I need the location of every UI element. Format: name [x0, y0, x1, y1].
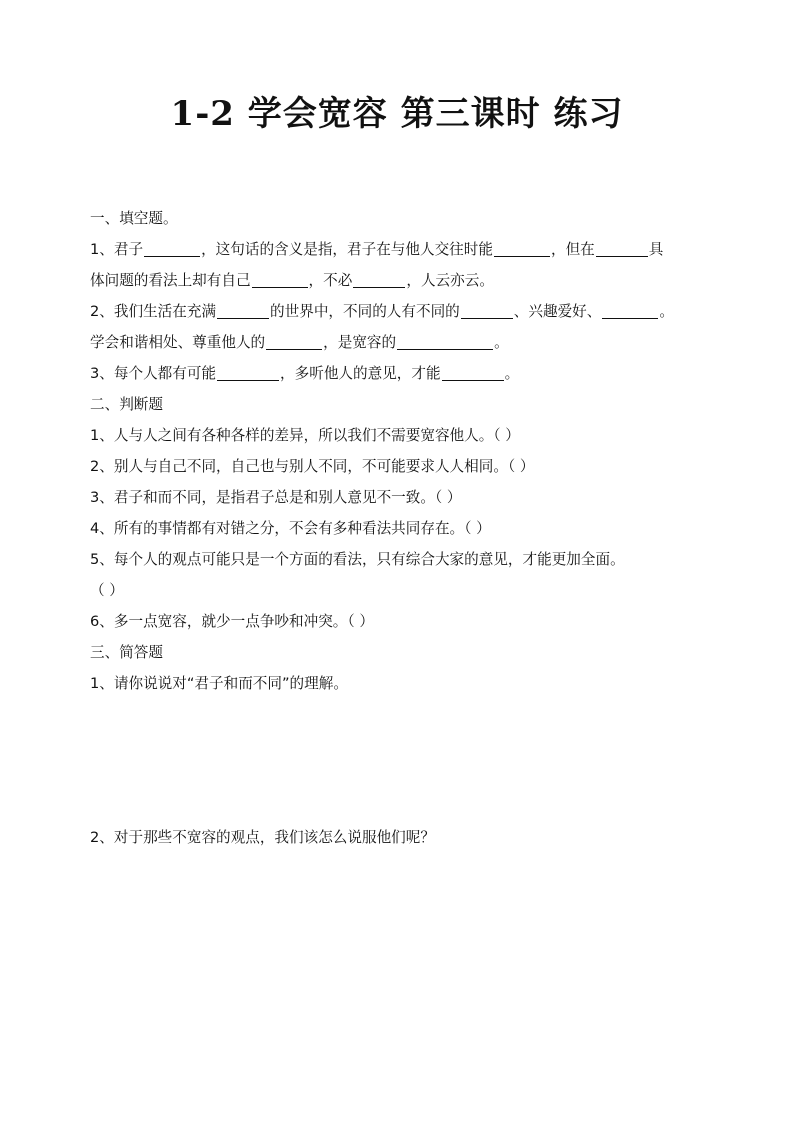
answer-blank[interactable] — [442, 362, 504, 381]
answer-blank[interactable] — [252, 269, 308, 288]
q1-text-a: 1、君子 — [90, 241, 144, 258]
answer-blank[interactable] — [397, 331, 493, 350]
fill-question-2-line-1 — [90, 296, 710, 327]
answer-blank[interactable] — [144, 238, 200, 257]
q2-text-e: 学会和谐相处、尊重他人的 — [90, 334, 266, 351]
q2-text-b: 的世界中，不同的人有不同的 — [270, 303, 460, 320]
q2-text-f: ，是宽容的 — [323, 334, 397, 351]
q2-text-d: 。 — [659, 303, 674, 320]
q3-text-b: ，多听他人的意见，才能 — [280, 365, 441, 382]
page-title: 1-2 学会宽容 第三课时 练习 — [170, 94, 624, 134]
answer-blank[interactable] — [596, 238, 648, 257]
q1-text-e: 体问题的看法上却有自己 — [90, 272, 251, 289]
answer-blank[interactable] — [217, 362, 279, 381]
q1-text-b: ，这句话的含义是指，君子在与他人交往时能 — [201, 241, 493, 258]
q2-text-g: 。 — [494, 334, 509, 351]
true-false-item: 6、多一点宽容，就少一点争吵和冲突。（ ） — [90, 613, 374, 630]
q1-text-f: ，不必 — [308, 272, 353, 289]
q3-text-c: 。 — [504, 365, 520, 382]
true-false-item: 1、人与人之间有各种各样的差异，所以我们不需要宽容他人。（ ） — [90, 427, 520, 444]
answer-blank[interactable] — [602, 300, 658, 319]
true-false-item: 2、别人与自己不同，自己也与别人不同，不可能要求人人相同。（ ） — [90, 458, 535, 475]
section-heading-fill-in: 一、填空题。 — [90, 210, 178, 227]
answer-space[interactable] — [90, 699, 710, 822]
fill-question-2-line-2 — [90, 327, 710, 358]
q1-text-d: 具 — [648, 241, 664, 258]
answer-blank[interactable] — [494, 238, 550, 257]
answer-blank[interactable] — [266, 331, 322, 350]
section-heading-short-answer: 三、简答题 — [90, 644, 163, 661]
section-heading-true-false: 二、判断题 — [90, 396, 163, 413]
fill-question-1-line-1 — [90, 234, 710, 265]
true-false-item: 3、君子和而不同，是指君子总是和别人意见不一致。（ ） — [90, 489, 462, 506]
q2-text-c: 、兴趣爱好、 — [513, 303, 602, 320]
true-false-item-continuation: （ ） — [90, 582, 124, 599]
answer-blank[interactable] — [461, 300, 513, 319]
q1-text-g: ，人云亦云。 — [406, 272, 494, 289]
short-answer-question: 2、对于那些不宽容的观点，我们该怎么说服他们呢？ — [90, 829, 435, 846]
answer-blank[interactable] — [353, 269, 405, 288]
q2-text-a: 2、我们生活在充满 — [90, 303, 217, 320]
fill-question-1-line-2 — [90, 265, 710, 296]
true-false-item: 5、每个人的观点可能只是一个方面的看法，只有综合大家的意见，才能更加全面。 — [90, 551, 625, 568]
worksheet-content — [90, 203, 710, 853]
answer-blank[interactable] — [217, 300, 269, 319]
true-false-item: 4、所有的事情都有对错之分，不会有多种看法共同存在。（ ） — [90, 520, 491, 537]
short-answer-question: 1、请你说说对“君子和而不同”的理解。 — [90, 675, 348, 692]
q1-text-c: ，但在 — [550, 241, 595, 258]
q3-text-a: 3、每个人都有可能 — [90, 365, 217, 382]
fill-question-3 — [90, 358, 710, 389]
